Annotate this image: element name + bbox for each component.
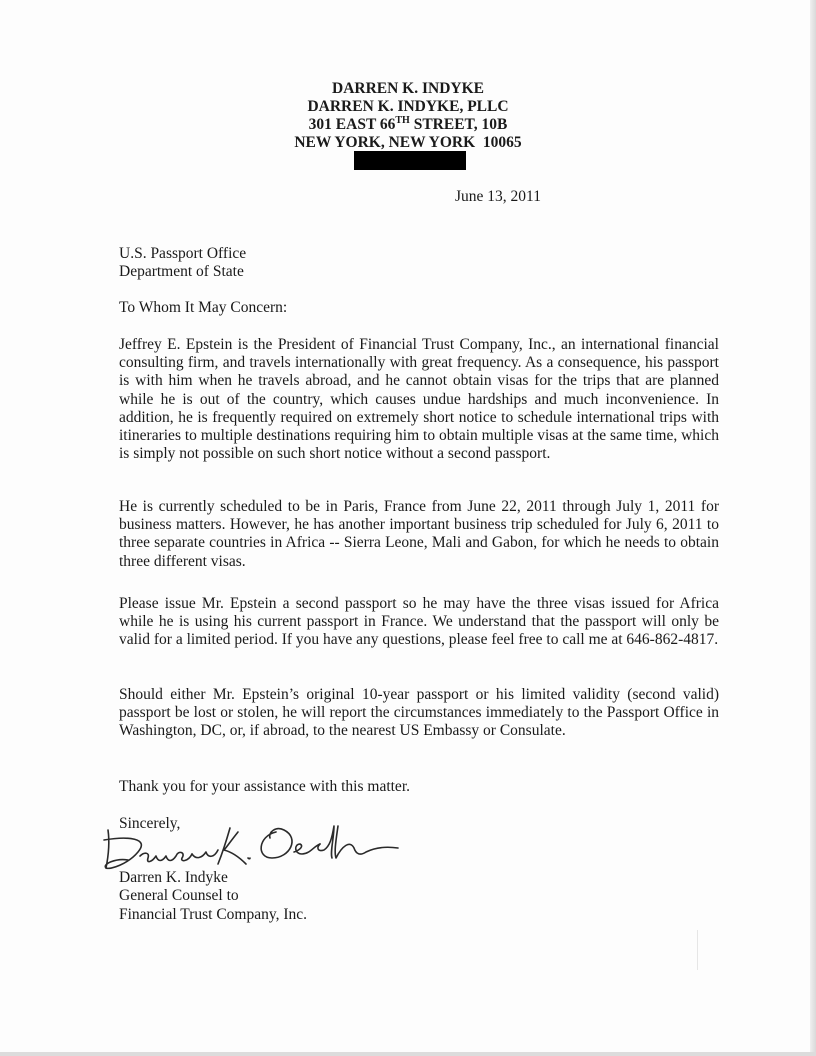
redaction-bar	[354, 151, 466, 170]
street-superscript: TH	[395, 115, 410, 126]
letterhead	[0, 80, 816, 152]
letterhead-city: NEW YORK, NEW YORK 10065	[294, 134, 522, 151]
thanks-line: Thank you for your assistance with this matter.	[119, 778, 410, 795]
paragraph-1: Jeffrey E. Epstein is the President of Financial Trust Company, Inc., an international financial consulting firm, and travels internationally with great frequency. As a consequence, his passport is with him when he travels abroad, and he cannot obtain visas for the trips that are planned while he is out of the country, which causes undue hardships and much inconvenience. In addition, he is frequently required on extremely short notice to schedule international trips with itineraries to multiple destinations requiring him to obtain multiple visas at the same time, which is simply not possible on such short notice without a second passport.	[119, 336, 719, 463]
closing: Sincerely,	[119, 815, 181, 832]
signer-name: Darren K. Indyke	[119, 869, 228, 886]
letterhead-firm: DARREN K. INDYKE, PLLC	[307, 98, 509, 115]
paragraph-3: Please issue Mr. Epstein a second passport so he may have the three visas issued for Africa while he is using his current passport in France. We understand that the passport will only be valid for a limited period. If you have any questions, please feel free to call me at 646-862-4817.	[119, 595, 719, 649]
letterhead-name: DARREN K. INDYKE	[332, 80, 484, 97]
scan-artifact	[697, 930, 698, 970]
recipient-address	[119, 245, 719, 281]
street-prefix: 301 EAST 66	[308, 116, 396, 133]
signer-title: General Counsel to	[119, 887, 239, 905]
paper-edge-bottom	[0, 1052, 816, 1056]
recipient-line-2: Department of State	[119, 263, 244, 281]
signature-block	[119, 869, 719, 924]
paragraph-2: He is currently scheduled to be in Paris, France from June 22, 2011 through July 1, 2011 for business matters. However, he has another important business trip scheduled for July 6, 2011 to three separate countries in Africa -- Sierra Leone, Mali and Gabon, for which he needs to obtain three different visas.	[119, 498, 719, 570]
salutation: To Whom It May Concern:	[119, 299, 288, 316]
signer-company: Financial Trust Company, Inc.	[119, 905, 308, 923]
letterhead-street	[0, 116, 816, 134]
street-suffix: STREET, 10B	[409, 116, 508, 133]
paragraph-4: Should either Mr. Epstein’s original 10-year passport or his limited validity (second valid) passport be lost or stolen, he will report the circumstances immediately to the Passport Office in Washington, DC, or, if abroad, to the nearest US Embassy or Consulate.	[119, 686, 719, 740]
paper-edge-right	[810, 0, 816, 1056]
recipient-line-1: U.S. Passport Office	[119, 245, 247, 262]
letter-date: June 13, 2011	[455, 188, 541, 205]
